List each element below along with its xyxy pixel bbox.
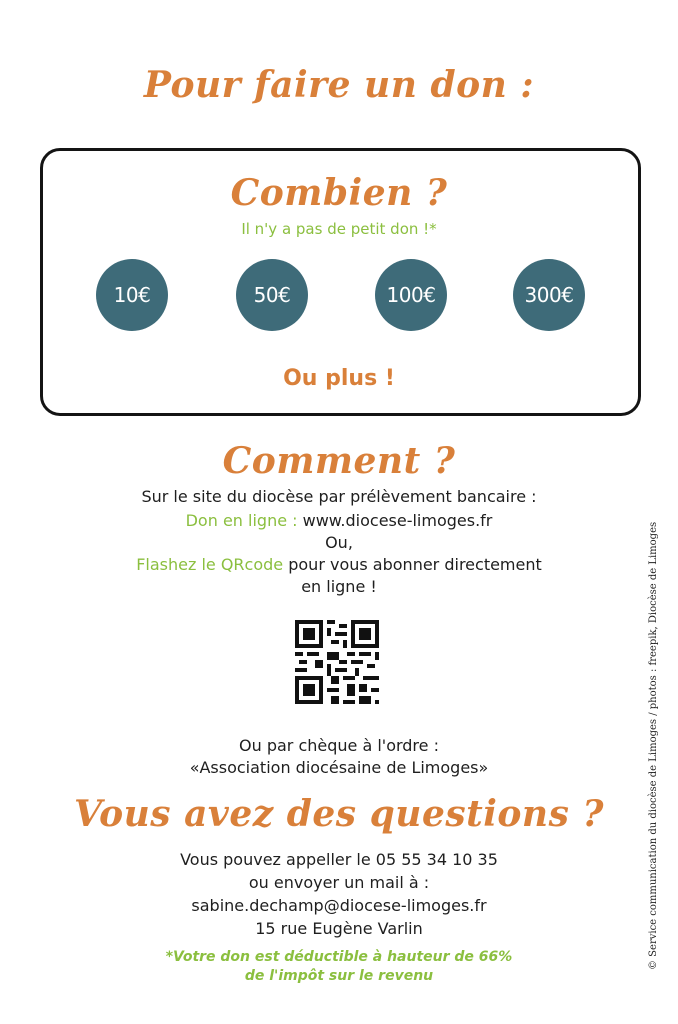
- comment-line-qr: [0, 554, 678, 576]
- online-url-link[interactable]: www.diocese-limoges.fr: [302, 511, 493, 530]
- photo-credit: © Service communication du diocèse de Limoges / photos : freepik, Diocèse de Limoges: [648, 521, 659, 970]
- phone-line: Vous pouvez appeller le 05 55 34 10 35: [180, 850, 498, 869]
- footnote-line-1: *Votre don est déductible à hauteur de 66%: [165, 949, 513, 965]
- amount-10-button[interactable]: 10€: [96, 259, 168, 331]
- qr-code-icon[interactable]: [295, 620, 379, 704]
- comment-line-1: Sur le site du diocèse par prélèvement bancaire :: [141, 487, 537, 506]
- page-title: Pour faire un don :: [143, 64, 535, 106]
- comment-title: Comment ?: [222, 440, 456, 482]
- address-line: 15 rue Eugène Varlin: [255, 919, 423, 938]
- footnote-line-2: de l'impôt sur le revenu: [244, 968, 434, 984]
- questions-title: Vous avez des questions ?: [73, 793, 605, 835]
- cheque-line-1: Ou par chèque à l'ordre :: [239, 736, 439, 755]
- ou-plus-label: Ou plus !: [283, 366, 395, 391]
- comment-or: Ou,: [325, 533, 353, 552]
- comment-line-qr-2: en ligne !: [301, 577, 377, 596]
- amount-50-button[interactable]: 50€: [236, 259, 308, 331]
- qr-label: Flashez le QRcode: [136, 555, 284, 574]
- email-link[interactable]: sabine.dechamp@diocese-limoges.fr: [191, 896, 487, 915]
- amount-300-button[interactable]: 300€: [513, 259, 585, 331]
- comment-line-online: [0, 510, 678, 532]
- amount-100-button[interactable]: 100€: [375, 259, 447, 331]
- mail-line: ou envoyer un mail à :: [248, 873, 430, 892]
- cheque-line-2: «Association diocésaine de Limoges»: [189, 758, 489, 777]
- qr-text: pour vous abonner directement: [288, 555, 542, 574]
- online-label: Don en ligne :: [185, 511, 298, 530]
- combien-title: Combien ?: [230, 172, 448, 214]
- combien-subtitle: Il n'y a pas de petit don !*: [241, 220, 437, 238]
